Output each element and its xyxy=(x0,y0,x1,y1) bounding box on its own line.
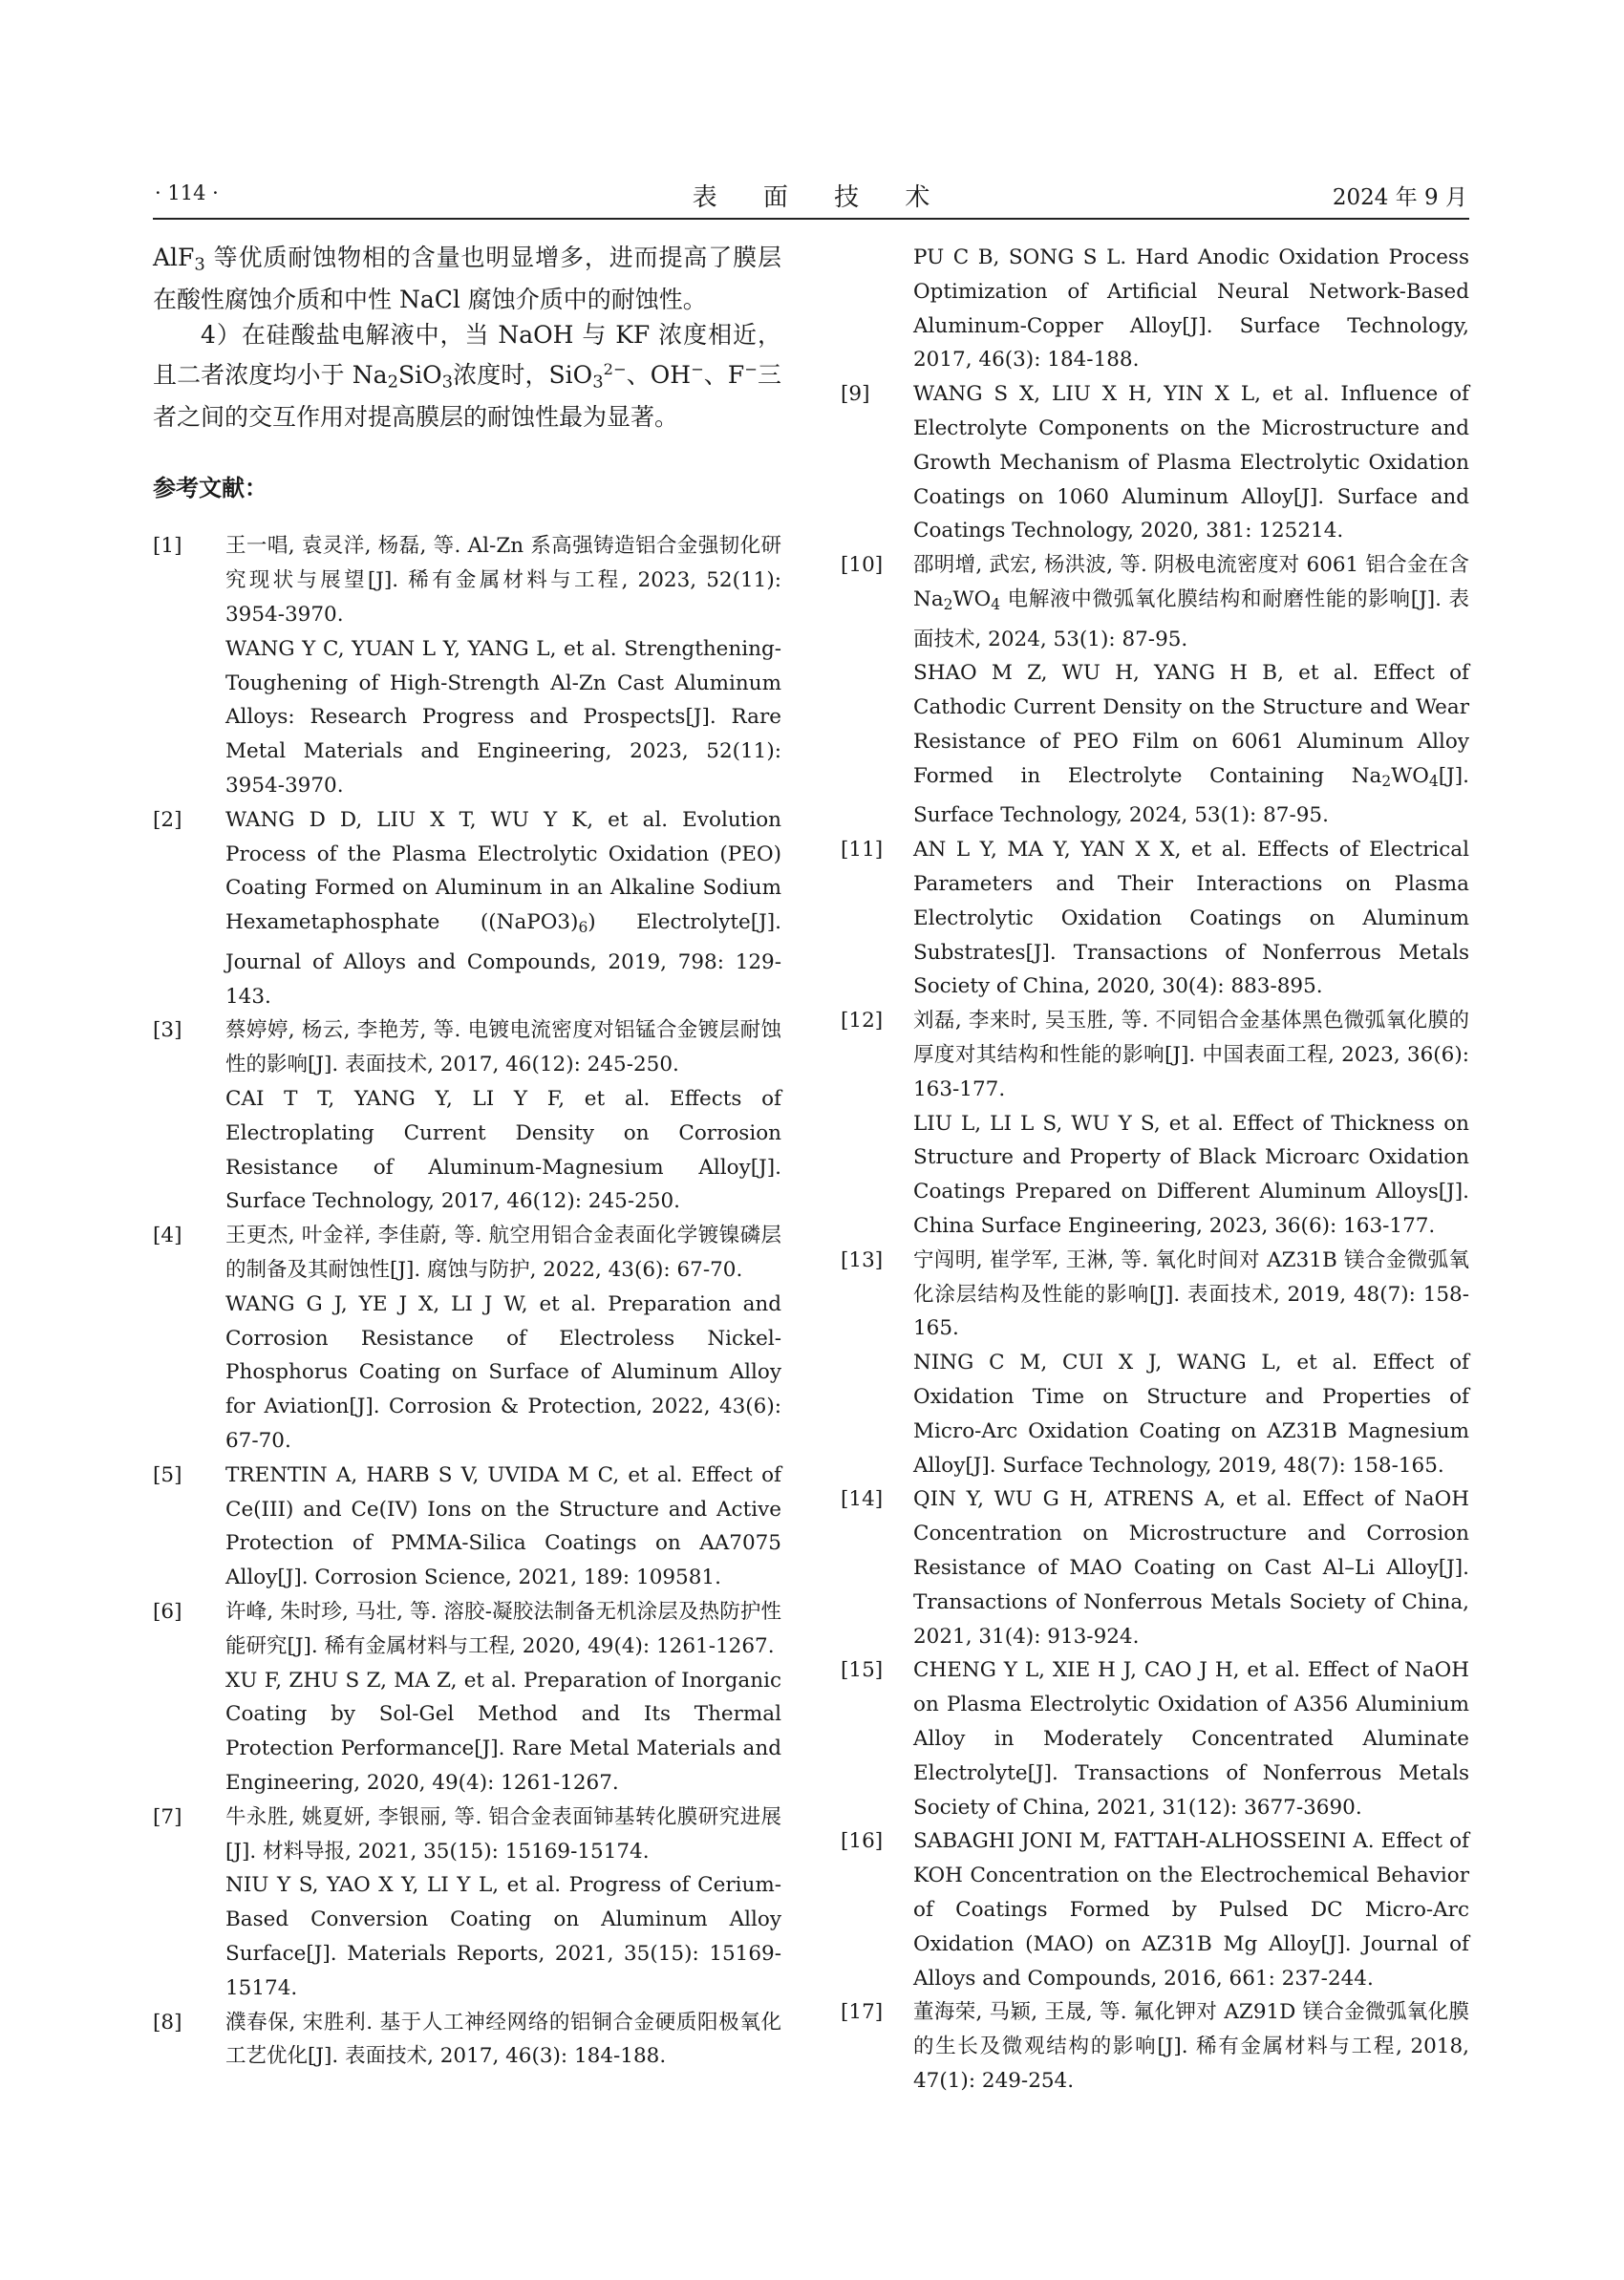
reference-number: [3] xyxy=(153,1018,182,1043)
issue-date: 2024 年 9 月 xyxy=(1332,185,1467,210)
reference-list-left xyxy=(153,529,781,2074)
reference-item-12: [12] 刘磊, 李来时, 吴玉胜, 等. 不同铝合金基体黑色微弧氧化膜的厚度对其结构和性能的影响[J]. 中国表面工程, 2023, 36(6): 163-177. LIU L, LI L S, WU Y S, et al. Effect of Thickness on Structure and Property of Black Microarc Oxidation Coatings Prepared on Different Aluminum Alloys[J]. China Surface Engineering, 2023, 36(6): 163-177. xyxy=(841,1004,1469,1244)
reference-number: [13] xyxy=(841,1247,884,1272)
reference-item-17: [17] 董海荣, 马颖, 王晟, 等. 氟化钾对 AZ91D 镁合金微弧氧化膜的生长及微观结构的影响[J]. 稀有金属材料与工程, 2018, 47(1): 249-254. xyxy=(841,1995,1469,2098)
reference-number: [1] xyxy=(153,534,182,559)
reference-item-6: [6] 许峰, 朱时珍, 马壮, 等. 溶胶-凝胶法制备无机涂层及热防护性能研究[J]. 稀有金属材料与工程, 2020, 49(4): 1261-1267. XU F, ZHU S Z, MA Z, et al. Preparation of Inorganic Coating by Sol-Gel Method and Its Thermal Protection Performance[J]. Rare Metal Materials and Engineering, 2020, 49(4): 1261-1267. xyxy=(153,1595,781,1801)
reference-number: [5] xyxy=(153,1462,182,1487)
reference-number: [10] xyxy=(841,553,884,578)
reference-number: [16] xyxy=(841,1829,884,1854)
conclusion-paragraph-4: 4）在硅酸盐电解液中，当 NaOH 与 KF 浓度相近，且二者浓度均小于 $Na_2SiO_3$浓度时，SiO$_3^{2-}$、OH−、F−三者之间的交互作用对提高膜层的耐蚀性最为显著。 xyxy=(153,320,781,431)
reference-number: [15] xyxy=(841,1658,884,1683)
reference-item-1: [1] 王一唱, 袁灵洋, 杨磊, 等. Al-Zn 系高强铸造铝合金强韧化研究现状与展望[J]. 稀有金属材料与工程, 2023, 52(11): 3954-3970. WANG Y C, YUAN L Y, YANG L, et al. Strengthening-Toughening of High-Strength Al-Zn Cast Aluminum Alloys: Research Progress and Prospects[J]. Rare Metal Materials and Engineering, 2023, 52(11): 3954-3970. xyxy=(153,529,781,802)
header-rule xyxy=(153,218,1469,220)
reference-item-10: [10] 邵明增, 武宏, 杨洪波, 等. 阴极电流密度对 6061 铝合金在含 $Na_2WO_4$ 电解液中微弧氧化膜结构和耐磨性能的影响[J]. 表面技术, 2024, 53(1): 87-95. SHAO M Z, WU H, YANG H B, et al. Effect of Cathodic Current Density on the Structure and Wear Resistance of PEO Film on 6061 Aluminum Alloy Formed in Electrolyte Containing $Na_2WO_4[J]$. Surface Technology, 2024, 53(1): 87-95. xyxy=(841,548,1469,833)
reference-number: [6] xyxy=(153,1600,182,1624)
reference-number: [7] xyxy=(153,1804,182,1829)
reference-item-11: [11] AN L Y, MA Y, YAN X X, et al. Effects of Electrical Parameters and Their Interactions on Plasma Electrolytic Oxidation Coatings on Aluminum Substrates[J]. Transactions of Nonferrous Metals Society of China, 2020, 30(4): 883-895. xyxy=(841,833,1469,1004)
reference-number: [4] xyxy=(153,1224,182,1248)
reference-number: [12] xyxy=(841,1009,884,1033)
reference-item-16: [16] SABAGHI JONI M, FATTAH-ALHOSSEINI A. Effect of KOH Concentration on the Electrochemical Behavior of Coatings Formed by Pulsed DC Micro-Arc Oxidation (MAO) on AZ31B Mg Alloy[J]. Journal of Alloys and Compounds, 2016, 661: 237-244. xyxy=(841,1824,1469,1995)
references-heading: 参考文献： xyxy=(153,475,267,502)
reference-number: [8] xyxy=(153,2010,182,2035)
reference-item-9: [9] WANG S X, LIU X H, YIN X L, et al. Influence of Electrolyte Components on the Microstructure and Growth Mechanism of Plasma Electrolytic Oxidation Coatings on 1060 Aluminum Alloy[J]. Surface and Coatings Technology, 2020, 381: 125214. xyxy=(841,377,1469,548)
reference-number: [11] xyxy=(841,838,884,863)
reference-item-14: [14] QIN Y, WU G H, ATRENS A, et al. Effect of NaOH Concentration on Microstructure and Corrosion Resistance of MAO Coating on Cast Al–Li Alloy[J]. Transactions of Nonferrous Metals Society of China, 2021, 31(4): 913-924. xyxy=(841,1482,1469,1653)
left-column xyxy=(153,241,781,2074)
reference-list-right xyxy=(841,241,1469,2099)
reference-item-5: [5] TRENTIN A, HARB S V, UVIDA M C, et al. Effect of Ce(III) and Ce(IV) Ions on the Structure and Active Protection of PMMA-Silica Coatings on AA7075 Alloy[J]. Corrosion Science, 2021, 189: 109581. xyxy=(153,1459,781,1595)
reference-item-4: [4] 王更杰, 叶金祥, 李佳蔚, 等. 航空用铝合金表面化学镀镍磷层的制备及其耐蚀性[J]. 腐蚀与防护, 2022, 43(6): 67-70. WANG G J, YE J X, LI J W, et al. Preparation and Corrosion Resistance of Electroless Nickel-Phosphorus Coating on Surface of Aluminum Alloy for Aviation[J]. Corrosion & Protection, 2022, 43(6): 67-70. xyxy=(153,1219,781,1459)
reference-number: [9] xyxy=(841,382,870,407)
reference-item-13: [13] 宁闯明, 崔学军, 王淋, 等. 氧化时间对 AZ31B 镁合金微弧氧化涂层结构及性能的影响[J]. 表面技术, 2019, 48(7): 158-165. NING C M, CUI X J, WANG L, et al. Effect of Oxidation Time on Structure and Properties of Micro-Arc Oxidation Coating on AZ31B Magnesium Alloy[J]. Surface Technology, 2019, 48(7): 158-165. xyxy=(841,1244,1469,1483)
reference-item-2: [2] WANG D D, LIU X T, WU Y K, et al. Evolution Process of the Plasma Electrolytic Oxidation (PEO) Coating Formed on Aluminum in an Alkaline Sodium Hexametaphosphate $((NaPO3)_6)$ Electrolyte[J]. Journal of Alloys and Compounds, 2019, 798: 129-143. xyxy=(153,803,781,1014)
page-number: · 114 · xyxy=(155,181,219,204)
reference-number: [14] xyxy=(841,1487,884,1512)
reference-number: [17] xyxy=(841,2000,884,2025)
conclusion-paragraph-3: AlF$_3$ 等优质耐蚀物相的含量也明显增多，进而提高了膜层在酸性腐蚀介质和中性 NaCl 腐蚀介质中的耐蚀性。 xyxy=(153,244,781,313)
journal-title: 表 面 技 术 xyxy=(692,183,950,212)
reference-item-7: [7] 牛永胜, 姚夏妍, 李银丽, 等. 铝合金表面铈基转化膜研究进展[J]. 材料导报, 2021, 35(15): 15169-15174. NIU Y S, YAO X Y, LI Y L, et al. Progress of Cerium-Based Conversion Coating on Aluminum Alloy Surface[J]. Materials Reports, 2021, 35(15): 15169-15174. xyxy=(153,1801,781,2006)
reference-item-15: [15] CHENG Y L, XIE H J, CAO J H, et al. Effect of NaOH on Plasma Electrolytic Oxidation of A356 Aluminium Alloy in Moderately Concentrated Aluminate Electrolyte[J]. Transactions of Nonferrous Metals Society of China, 2021, 31(12): 3677-3690. xyxy=(841,1653,1469,1824)
reference-item-8: [8] 濮春保, 宋胜利. 基于人工神经网络的铝铜合金硬质阳极氧化工艺优化[J]. 表面技术, 2017, 46(3): 184-188. xyxy=(153,2006,781,2075)
right-column xyxy=(841,241,1469,2099)
reference-item-3: [3] 蔡婷婷, 杨云, 李艳芳, 等. 电镀电流密度对铝锰合金镀层耐蚀性的影响[J]. 表面技术, 2017, 46(12): 245-250. CAI T T, YANG Y, LI Y F, et al. Effects of Electroplating Current Density on Corrosion Resistance of Aluminum-Magnesium Alloy[J]. Surface Technology, 2017, 46(12): 245-250. xyxy=(153,1013,781,1219)
reference-item-8-continued: PU C B, SONG S L. Hard Anodic Oxidation Process Optimization of Artificial Neural Network-Based Aluminum-Copper Alloy[J]. Surface Technology, 2017, 46(3): 184-188. xyxy=(913,245,1469,373)
running-header xyxy=(153,178,1469,216)
reference-number: [2] xyxy=(153,807,182,832)
